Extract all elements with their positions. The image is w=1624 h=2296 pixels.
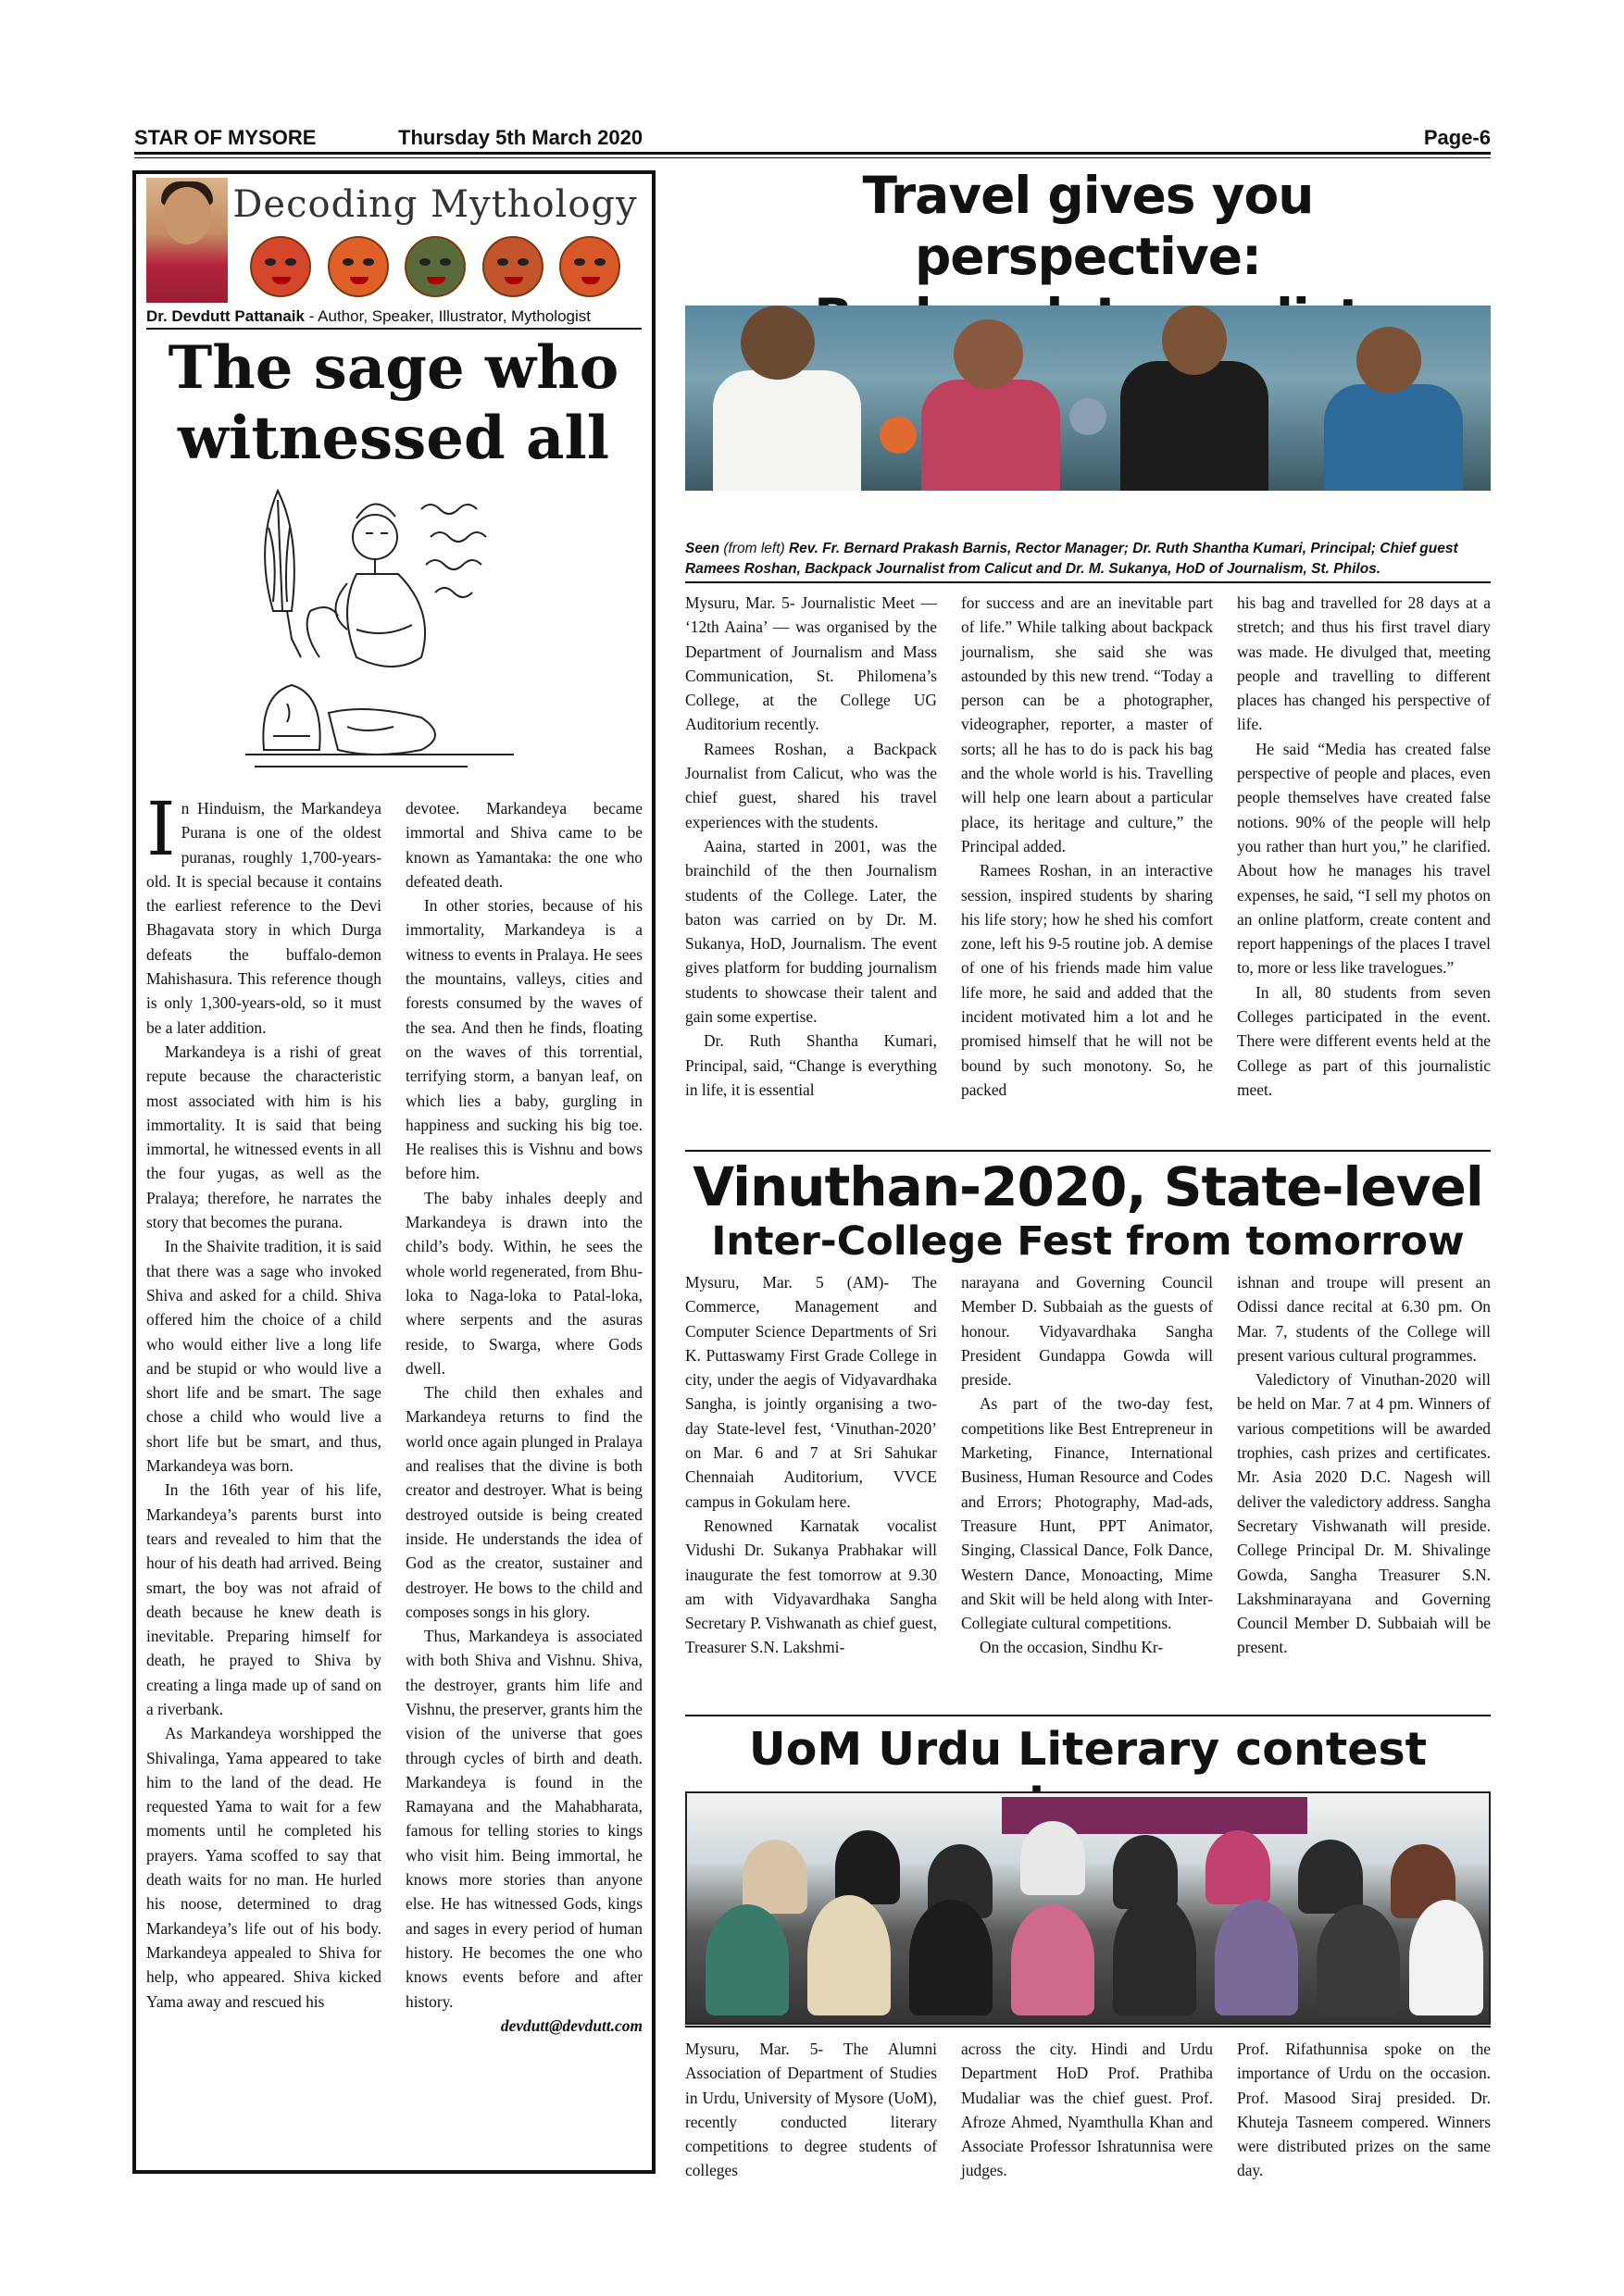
paragraph: Dr. Ruth Shantha Kumari, Principal, said, “Change is everything in life, it is essential xyxy=(685,1031,937,1099)
paragraph: On the occasion, Sindhu Kr- xyxy=(980,1638,1164,1657)
story3-col3 xyxy=(1237,2037,1491,2183)
story1-col2 xyxy=(961,591,1213,1102)
author-role: - Author, Speaker, Illustrator, Mythologist xyxy=(305,307,591,325)
paragraph: Markandeya is a rishi of great repute because the characteristic most associated with him is his immortality. It is said that being immortal, he witnessed events in all the four yugas, as well as the Pralaya; therefore, he narrates the story that becomes the purana. xyxy=(146,1042,381,1232)
dropcap: I xyxy=(146,786,176,872)
paragraph: As Markandeya worshipped the Shivalinga, Yama appeared to take him to the land of the dead. He requested Yama to wait for a few moments until he completed his prayers. Yama scoffed to say that death waits for no man. He hurled his noose, determined to drag Markandeya’s life out of his body. Markandeya appealed to Shiva for help, who appeared. Shiva kicked Yama away and rescued his xyxy=(146,1724,381,2011)
story1-col1 xyxy=(685,591,937,1102)
column-banner-title: Decoding Mythology xyxy=(232,183,638,226)
masthead-rule-thin xyxy=(134,157,1491,158)
mask-icon xyxy=(405,236,466,297)
author-email[interactable]: devdutt@devdutt.com xyxy=(500,2015,643,2035)
story2-headline-line1: Vinuthan-2020, State-level xyxy=(693,1155,1483,1218)
page-number: Page-6 xyxy=(1423,126,1491,149)
mask-icon xyxy=(328,236,389,297)
masthead-rule xyxy=(134,152,1491,155)
author-byline xyxy=(146,307,642,326)
caption-names: Rev. Fr. Bernard Prakash Barnis, Rector Manager; Dr. Ruth Shantha Kumari, Principal; Chief guest Ramees Roshan, Backpack Journalist from Calicut and Dr. M. Sukanya, HoD of Journalism, St. Philos. xyxy=(685,541,1458,577)
story2-col3 xyxy=(1237,1270,1491,1660)
paragraph: Ramees Roshan, in an interactive session, inspired students by sharing his life story; how he shed his comfort zone, left his 9-5 routine job. A demise of one of his friends made him value life more, he said and added that the incident motivated him a lot and he promised himself that he will not be bound by such monotony. So, he packed xyxy=(961,861,1213,1099)
headline-line1: Travel gives you perspective: xyxy=(862,166,1314,286)
caption-from: (from left) xyxy=(719,541,789,556)
markandeya-sketch xyxy=(236,472,542,787)
paragraph: Mysuru, Mar. 5 (AM)- The Commerce, Management and Computer Science Departments of Sri K. Puttaswamy First Grade College in city, under the aegis of Vidyavardhaka Sangha, is jointly organising a two-day State-level fest, ‘Vinuthan-2020’ on Mar. 6 and 7 at Sri Sahukar Chennaiah Auditorium, VVCE campus in Gokulam here. xyxy=(685,1273,937,1511)
paragraph: Renowned Karnatak vocalist Vidushi Dr. Sukanya Prabhakar will inaugurate the fest tomorrow at 9.30 am with Vidyavardhaka Sangha Secretary P. Vishwanath as chief guest, Treasurer S.N. Lakshmi- xyxy=(685,1516,937,1657)
paragraph: Aaina, started in 2001, was the brainchild of the then Journalism students of the College. Later, the baton was carried on by Dr. M. Sukanya, HoD, Journalism. The event gives platform for budding journalism students to showcase their talent and gain some expertise. xyxy=(685,836,937,1027)
headline-line1: The sage who xyxy=(168,333,619,403)
story2-col2 xyxy=(961,1270,1213,1660)
paragraph: for success and are an inevitable part of life.” While talking about backpack journalism, she said she was astounded by this new trend. “Today a person can be a photographer, videographer, reporter, a master of sorts; all he has to do is pack his bag and the whole world is his. Travelling will help one learn about a particular place, its heritage and culture,” the Principal added. xyxy=(961,593,1213,855)
column-text-col1 xyxy=(146,786,381,2014)
story2-col1 xyxy=(685,1270,937,1660)
paragraph: Ramees Roshan, a Backpack Journalist from Calicut, who was the chief guest, shared his travel experiences with the students. xyxy=(685,739,937,831)
paragraph: In the 16th year of his life, Markandeya’s parents burst into tears and revealed to him that the hour of his death had arrived. Being smart, the boy was not afraid of death because he knew death is inevitable. Preparing himself for death, he prayed to Shiva by creating a linga made up of sand on a riverbank. xyxy=(146,1480,381,1718)
column-headline xyxy=(139,333,648,474)
story3-photo-rule xyxy=(685,2026,1491,2028)
paragraph: Thus, Markandeya is associated with both Shiva and Vishnu. Shiva, the destroyer, grants him life and Vishnu, the preserver, grants him the vision of the universe that goes through cycles of birth and death. Markandeya is found in the Ramayana and the Mahabharata, famous for telling stories to kings who visit him. Being immortal, he knows more stories than anyone else. He has witnessed Gods, kings and sages in every period of human history. He becomes the one who knows events before and after history. xyxy=(406,1627,643,2011)
paragraph: his bag and travelled for 28 days at a stretch; and thus his first travel diary was made. He divulged that, meeting people and travelling to different places has changed his perspective of life. xyxy=(1237,593,1491,734)
author-photo xyxy=(146,178,228,303)
story1-col3 xyxy=(1237,591,1491,1102)
paragraph: Mysuru, Mar. 5- Journalistic Meet — ‘12th Aaina’ — was organised by the Department of Journalism and Mass Communication, St. Philomena’s College, at the College UG Auditorium recently. xyxy=(685,593,937,734)
paragraph: As part of the two-day fest, competitions like Best Entrepreneur in Marketing, Finance, International Business, Human Resource and Codes and Errors; Photography, Mad-ads, Treasure Hunt, PPT Animator, Singing, Classical Dance, Folk Dance, Western Dance, Monoacting, Mime and Skit will be held along with Inter-Collegiate cultural competitions. xyxy=(961,1394,1213,1633)
mask-icon xyxy=(559,236,620,297)
paragraph: ishnan and troupe will present an Odissi dance recital at 6.30 pm. On Mar. 7, students of the College will present various cultural programmes. xyxy=(1237,1273,1491,1365)
paragraph: The baby inhales deeply and Markandeya is drawn into the child’s body. Within, he sees the whole world regenerated, from Bhu-loka to Naga-loka to Patal-loka, where serpents and the asuras reside, to Swarga, where Gods dwell. xyxy=(406,1188,643,1378)
paragraph: Mysuru, Mar. 5- The Alumni Association of Department of Studies in Urdu, University of Mysore (UoM), recently conducted literary competitions to degree students of colleges xyxy=(685,2040,937,2180)
paragraph: The child then exhales and Markandeya returns to find the world once again plunged in Pralaya and realises that the divine is both creator and destroyer. What is being destroyed outside is being created inside. He understands the idea of God as the creator, sustainer and destroyer. He bows to the child and composes songs in his glory. xyxy=(406,1383,643,1621)
kathakali-masks xyxy=(250,236,620,297)
paragraph: n Hinduism, the Markandeya Purana is one of the oldest puranas, roughly 1,700-years- old. It is special because it contains the earliest reference to the Devi Bhagavata story in which Durga defeats the buffalo-demon Mahishasura. This reference though is only 1,300-years-old, so it must be a later addition. xyxy=(146,799,381,1037)
paragraph: narayana and Governing Council Member D. Subbaiah as the guests of honour. Vidyavardhaka Sangha President Gundappa Gowda will preside. xyxy=(961,1273,1213,1390)
story2-rule xyxy=(685,1150,1491,1152)
story3-photo xyxy=(685,1791,1491,2025)
column-text-col2 xyxy=(406,796,643,2038)
story3-rule xyxy=(685,1715,1491,1716)
story3-headline: UoM Urdu Literary contest xyxy=(748,1723,1428,1776)
masthead xyxy=(134,122,1491,154)
paragraph: Prof. Rifathunnisa spoke on the importance of Urdu on the occasion. Prof. Masood Siraj presided. Dr. Khuteja Tasneem compered. Winners were distributed prizes on the same day. xyxy=(1237,2040,1491,2180)
byline-rule xyxy=(146,328,642,330)
issue-date: Thursday 5th March 2020 xyxy=(398,126,643,149)
story1-caption xyxy=(685,539,1491,580)
headline-line2: witnessed all xyxy=(177,404,610,473)
paragraph: In all, 80 students from seven Colleges participated in the event. There were different events held at the College as part of this journalistic meet. xyxy=(1237,982,1491,1099)
paragraph: In other stories, because of his immortality, Markandeya is a witness to events in Pralaya. He sees the mountains, valleys, cities and forests consumed by the waves of the sea. And then he finds, floating on the waves of this torrential, terrifying storm, a banyan leaf, on which lies a baby, gurgling in happiness and sucking his big toe. He realises this is Vishnu and bows before him. xyxy=(406,896,643,1183)
story3-col1 xyxy=(685,2037,937,2183)
caption-rule xyxy=(685,581,1491,583)
author-name: Dr. Devdutt Pattanaik xyxy=(146,307,305,325)
paragraph: devotee. Markandeya became immortal and Shiva came to be known as Yamantaka: the one who defeated death. xyxy=(406,799,643,891)
paragraph: In the Shaivite tradition, it is said that there was a sage who invoked Shiva and asked for a child. Shiva offered him the choice of a child who would either live a long life and be stupid or who would live a short life and be smart. The sage chose a child who would live a short life but be smart, and thus, Markandeya was born. xyxy=(146,1237,381,1476)
paper-name: STAR OF MYSORE xyxy=(134,126,317,149)
mask-icon xyxy=(482,236,543,297)
story2-headline-line2: Inter-College Fest from tomorrow xyxy=(711,1218,1465,1265)
story1-photo xyxy=(685,306,1491,491)
mask-icon xyxy=(250,236,311,297)
story3-col2 xyxy=(961,2037,1213,2183)
caption-lead: Seen xyxy=(685,541,720,556)
paragraph: Valedictory of Vinuthan-2020 will be held on Mar. 7 at 4 pm. Winners of various competitions will be awarded trophies, cash prizes and certificates. Mr. Asia 2020 D.C. Nagesh will deliver the valedictory address. Sangha Secretary Vishwanath will preside. College Principal Dr. M. Shivalinge Gowda, Sangha Treasurer S.N. Lakshminarayana and Governing Council Member D. Subbaiah will be present. xyxy=(1237,1370,1491,1657)
paragraph: He said “Media has created false perspective of people and places, even people themselves have created false notions. 90% of the people will help you rather than hurt you,” he clarified. About how he manages his travel expenses, he said, “I sell my photos on an online platform, create content and report happenings of the places I travel to, more or less like travelogues.” xyxy=(1237,739,1491,978)
paragraph: across the city. Hindi and Urdu Department HoD Prof. Prathiba Mudaliar was the chief guest. Prof. Afroze Ahmed, Nyamthulla Khan and Associate Professor Ishratunnisa were judges. xyxy=(961,2040,1213,2180)
